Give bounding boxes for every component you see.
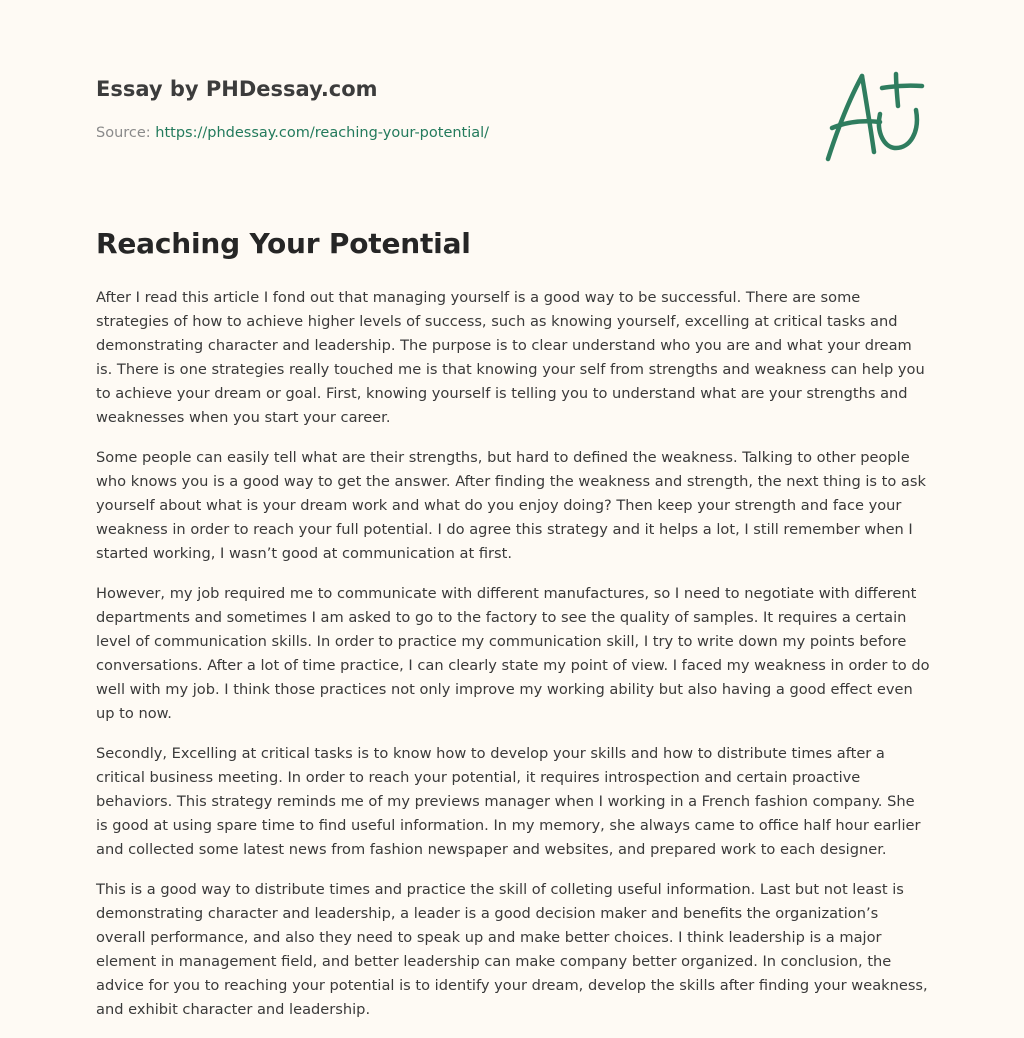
source-line — [96, 123, 796, 143]
source-link[interactable]: https://phdessay.com/reaching-your-potential/ — [155, 125, 490, 141]
essay-title: Reaching Your Potential — [96, 227, 471, 260]
essay-paragraph: After I read this article I fond out that managing yourself is a good way to be successful. There are some strategies of how to achieve higher levels of success, such as knowing yourself, excelling at critical tasks and demonstrating character and leadership. The purpose is to clear understand who you are and what your dream is. There is one strategies really touched me is that knowing your self from strengths and weakness can help you to achieve your dream or goal. First, knowing yourself is telling you to understand what are your strengths and weaknesses when you start your career. — [96, 289, 925, 426]
source-label: Source: — [96, 125, 156, 141]
essay-paragraph: This is a good way to distribute times and practice the skill of colleting useful information. Last but not least is demonstrating character and leadership, a leader is a good decision maker and benefits the organization’s overall performance, and also they need to speak up and make better choices. I think leadership is a major element in management field, and better leadership can make company better organized. In conclusion, the advice for you to reaching your potential is to identify your dream, develop the skills after finding your weakness, and exhibit character and leadership. — [96, 881, 928, 1018]
site-title: Essay by PHDessay.com — [96, 77, 378, 101]
page-header — [96, 74, 796, 143]
essay-body — [96, 286, 930, 1038]
a-plus-logo-icon — [818, 66, 928, 166]
essay-paragraph: Secondly, Excelling at critical tasks is to know how to develop your skills and how to distribute times after a critical business meeting. In order to reach your potential, it requires introspection and certain proactive behaviors. This strategy reminds me of my previews manager when I working in a French fashion company. She is good at using spare time to find useful information. In my memory, she always came to office half hour earlier and collected some latest news from fashion newspaper and websites, and prepared work to each designer. — [96, 745, 921, 858]
essay-paragraph: Some people can easily tell what are their strengths, but hard to defined the weakness. Talking to other people who knows you is a good way to get the answer. After finding the weakness and strength, the next thing is to ask yourself about what is your dream work and what do you enjoy doing? Then keep your strength and face your weakness in order to reach your full potential. I do agree this strategy and it helps a lot, I still remember when I started working, I wasn’t good at communication at first. — [96, 449, 926, 562]
essay-paragraph: However, my job required me to communicate with different manufactures, so I need to negotiate with different departments and sometimes I am asked to go to the factory to see the quality of samples. It requires a certain level of communication skills. In order to practice my communication skill, I try to write down my points before conversations. After a lot of time practice, I can clearly state my point of view. I faced my weakness in order to do well with my job. I think those practices not only improve my working ability but also having a good effect even up to now. — [96, 585, 930, 722]
